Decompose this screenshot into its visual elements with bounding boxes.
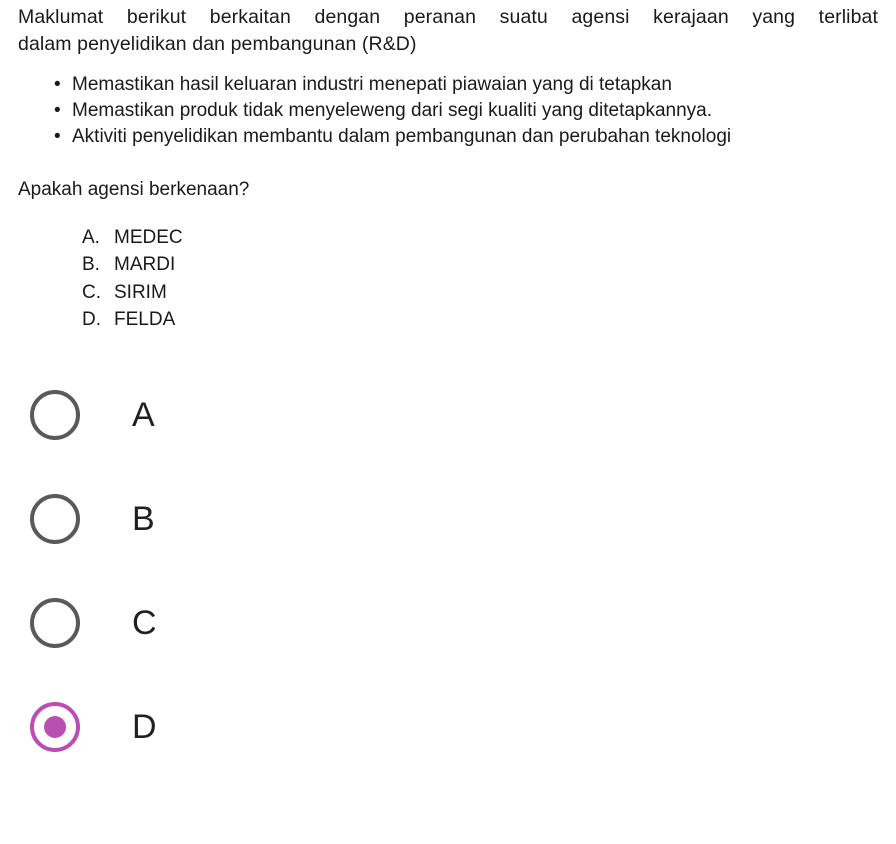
option-b-letter: B.	[82, 254, 100, 276]
list-item	[18, 124, 878, 149]
option-c	[18, 279, 878, 306]
bullet-text: Aktiviti penyelidikan membantu dalam pembangunan dan perubahan teknologi	[72, 126, 732, 148]
answer-choice-b-label: B	[132, 499, 155, 538]
option-d-text: FELDA	[114, 308, 176, 330]
answer-choice-a[interactable]	[18, 363, 878, 467]
question-stem-line-2: dalam penyelidikan dan pembangunan (R&D)	[18, 32, 417, 55]
bullet-text: Memastikan hasil keluaran industri menepati piawaian yang di tetapkan	[72, 73, 672, 95]
option-d-letter: D.	[82, 308, 101, 330]
bullet-dot-icon: •	[54, 73, 61, 95]
bullet-dot-icon: •	[54, 100, 61, 122]
radio-button-c-icon[interactable]	[30, 598, 80, 648]
answer-choice-c[interactable]	[18, 571, 878, 675]
list-item	[18, 98, 878, 123]
option-d	[18, 306, 878, 333]
bullet-text: Memastikan produk tidak menyeleweng dari segi kualiti yang ditetapkannya.	[72, 100, 713, 122]
question-prompt: Apakah agensi berkenaan?	[18, 178, 250, 200]
option-c-text: SIRIM	[114, 281, 167, 303]
option-a-letter: A.	[82, 227, 100, 249]
option-b	[18, 251, 878, 278]
answer-choice-group[interactable]	[18, 363, 878, 779]
question-options-list	[18, 224, 878, 333]
option-b-text: MARDI	[114, 254, 176, 276]
answer-choice-a-label: A	[132, 395, 155, 434]
option-c-letter: C.	[82, 281, 101, 303]
radio-button-b-icon[interactable]	[30, 494, 80, 544]
bullet-dot-icon: •	[54, 126, 61, 148]
radio-button-d-icon[interactable]	[30, 702, 80, 752]
question-bullet-list	[18, 72, 878, 150]
answer-choice-c-label: C	[132, 603, 157, 642]
option-a	[18, 224, 878, 251]
question-stem	[18, 0, 878, 58]
list-item	[18, 72, 878, 97]
option-a-text: MEDEC	[114, 227, 183, 249]
radio-button-a-icon[interactable]	[30, 390, 80, 440]
question-stem-line-1: Maklumat berikut berkaitan dengan peranan suatu agensi kerajaan yang terlibat	[18, 6, 878, 28]
answer-choice-d[interactable]	[18, 675, 878, 779]
answer-choice-d-label: D	[132, 707, 157, 746]
answer-choice-b[interactable]	[18, 467, 878, 571]
